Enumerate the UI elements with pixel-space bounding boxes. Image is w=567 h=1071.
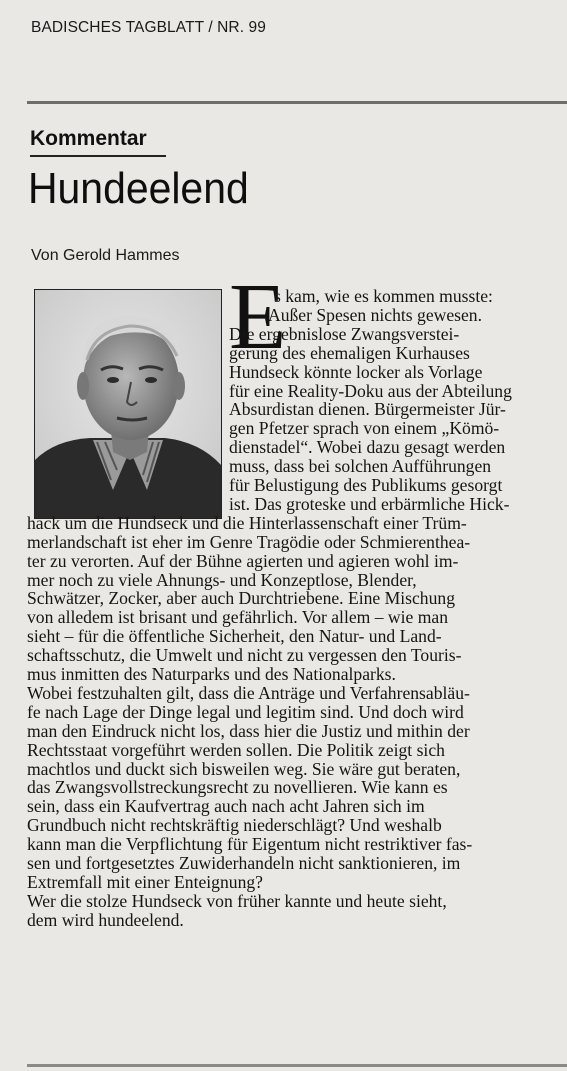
top-rule	[27, 101, 567, 104]
article-line: sieht – für die öffentliche Sicherheit, den Natur- und Land-	[27, 626, 442, 647]
byline: Von Gerold Hammes	[31, 247, 180, 264]
kicker-underline	[30, 155, 166, 157]
article-line: ist. Das groteske und erbärmliche Hick-	[229, 493, 510, 514]
article-line: schaftsschutz, die Umwelt und nicht zu vergessen den Touris-	[27, 645, 462, 666]
article-line: für eine Reality-Doku aus der Abteilung	[229, 380, 512, 401]
article-line: mer noch zu viele Ahnungs- und Konzeptlose, Blender,	[27, 569, 417, 590]
article-line: hack um die Hundseck und die Hinterlassenschaft einer Trüm-	[27, 512, 467, 533]
article-line: Grundbuch nicht rechtskräftig niederschlägt? Und weshalb	[27, 815, 442, 836]
article-line: kann man die Verpflichtung für Eigentum nicht restriktiver fas-	[27, 834, 473, 855]
article-line: Wer die stolze Hundseck von früher kannte und heute sieht,	[27, 890, 447, 911]
article-line: s kam, wie es kommen musste:	[274, 286, 493, 306]
bottom-rule	[27, 1064, 567, 1067]
article-line: Absurdistan dienen. Bürgermeister Jür-	[229, 399, 506, 420]
article-line: mus inmitten des Naturparks und des Nationalparks.	[27, 664, 396, 684]
article-line: sen und fortgesetztes Zuwiderhandeln nicht sanktionieren, im	[27, 853, 461, 873]
article-line: man den Eindruck nicht los, dass hier die Justiz und mithin der	[27, 720, 470, 741]
drop-cap: E	[229, 265, 287, 369]
article-line: sein, dass ein Kaufvertrag auch nach acht Jahren sich im	[27, 796, 425, 817]
author-portrait	[34, 289, 222, 519]
article-line: dem wird hundeelend.	[27, 909, 184, 930]
article-line: für Belustigung des Publikums gesorgt	[229, 475, 503, 495]
article-line: Extremfall mit einer Enteignung?	[27, 871, 263, 892]
article-line: gerung des ehemaligen Kurhauses	[229, 342, 470, 363]
article-line: Wobei festzuhalten gilt, dass die Anträge und Verfahrensabläu-	[27, 682, 470, 703]
kicker-label: Kommentar	[30, 127, 147, 150]
article-line: Die ergebnislose Zwangsverstei-	[229, 323, 460, 344]
article-line: ter zu verorten. Auf der Bühne agierten und agieren wohl im-	[27, 550, 459, 571]
article-line: Rechtsstaat vorgeführt werden sollen. Die Politik zeigt sich	[27, 739, 445, 760]
article-line: gen Pfetzer sprach von einem „Kömö-	[229, 418, 500, 439]
headline: Hundeelend	[28, 164, 249, 213]
portrait-photo	[35, 290, 221, 518]
masthead: BADISCHES TAGBLATT / NR. 99	[31, 19, 266, 36]
article-line: von alledem ist brisant und gefährlich. Vor allem – wie man	[27, 607, 449, 628]
article-line: Hundseck könnte locker als Vorlage	[229, 361, 483, 382]
article-line: dienstadel“. Wobei dazu gesagt werden	[229, 437, 506, 458]
article-line: Außer Spesen nichts gewesen.	[268, 304, 483, 325]
article-line: machtlos und duckt sich bisweilen weg. Sie wäre gut beraten,	[27, 758, 461, 779]
article-line: fe nach Lage der Dinge legal und legitim sind. Und doch wird	[27, 701, 464, 722]
article-line: merlandschaft ist eher im Genre Tragödie oder Schmierenthea-	[27, 531, 471, 552]
article-line: Schwätzer, Zocker, aber auch Durchtriebene. Eine Mischung	[27, 588, 455, 609]
article-line: das Zwangsvollstreckungsrecht zu novellieren. Wie kann es	[27, 777, 448, 798]
article-line: muss, dass bei solchen Aufführungen	[229, 456, 492, 477]
